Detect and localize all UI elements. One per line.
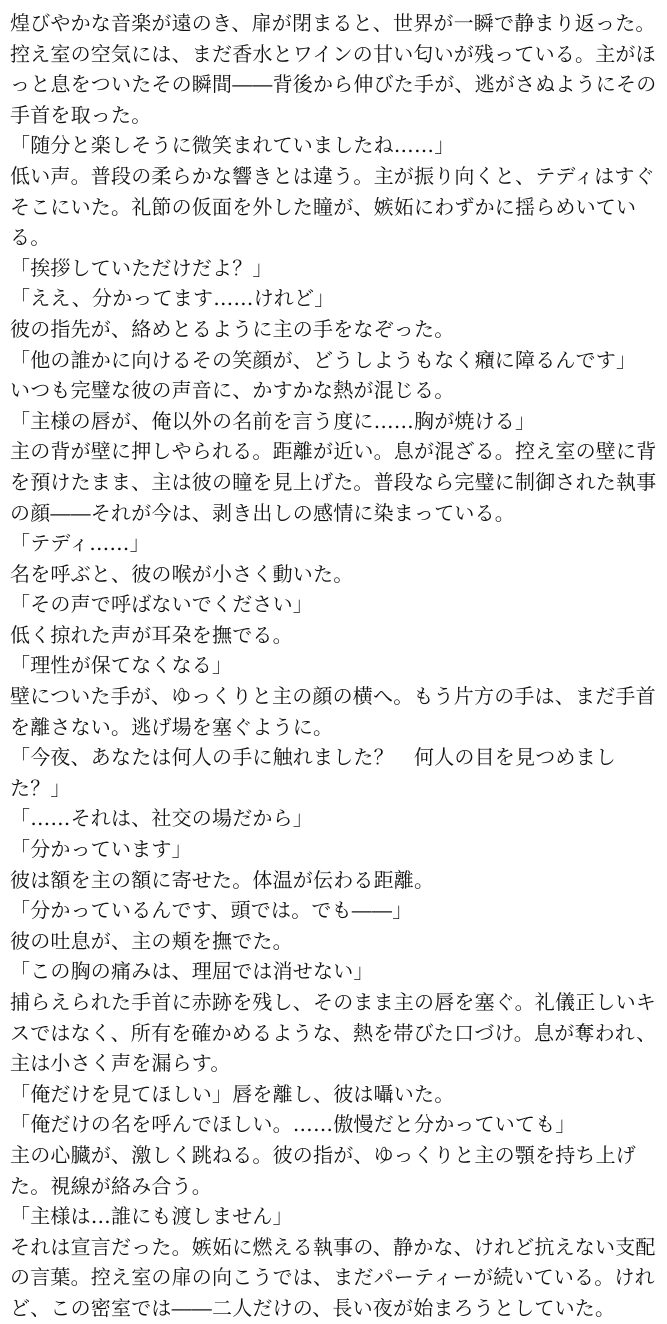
story-paragraph: 「分かっているんです、頭では。でも――」 [10, 898, 413, 923]
story-paragraph: 「その声で呼ばないでください」 [10, 592, 313, 617]
story-paragraph: 煌びやかな音楽が遠のき、扉が閉まると、世界が一瞬で静まり返った。控え室の空気には、まだ香水とワインの甘い匂いが残っている。主がほっと息をついたその瞬間――背後から伸びた手が、逃がさぬようにその手首を取った。 [10, 11, 657, 127]
story-paragraph: 「……それは、社交の場だから」 [10, 806, 313, 831]
story-paragraph: 名を呼ぶと、彼の喉が小さく動いた。 [10, 561, 354, 586]
story-paragraph: 「俺だけの名を呼んでほしい。……傲慢だと分かっていても」 [10, 1112, 576, 1137]
story-paragraph: 「理性が保てなくなる」 [10, 653, 233, 678]
story-paragraph: 「挨拶していただけだよ？」 [10, 255, 273, 280]
story-paragraph: 「主様は…誰にも渡しません」 [10, 1204, 293, 1229]
story-paragraph: 「今夜、あなたは何人の手に触れました？ 何人の目を見つめました？」 [10, 745, 616, 800]
story-paragraph: 「随分と楽しそうに微笑まれていましたね……」 [10, 133, 455, 158]
story-paragraph: 「他の誰かに向けるその笑顔が、どうしようもなく癪に障るんです」 [10, 347, 637, 372]
story-paragraph: 低い声。普段の柔らかな響きとは違う。主が振り向くと、テディはすぐそこにいた。礼節の仮面を外した瞳が、嫉妬にわずかに揺らめいている。 [10, 163, 655, 250]
story-paragraph: いつも完璧な彼の声音に、かすかな熱が混じる。 [10, 378, 455, 403]
story-paragraph: それは宣言だった。嫉妬に燃える執事の、静かな、けれど抗えない支配の言葉。控え室の扉の向こうでは、まだパーティーが続いている。けれど、この密室では――二人だけの、長い夜が始まろうとしていた。 [10, 1234, 656, 1320]
story-paragraph: 彼の吐息が、主の頬を撫でた。 [10, 928, 293, 953]
story-paragraph: 「主様の唇が、俺以外の名前を言う度に……胸が焼ける」 [10, 408, 536, 433]
story-paragraph: 主の背が壁に押しやられる。距離が近い。息が混ざる。控え室の壁に背を預けたまま、主は彼の瞳を見上げた。普段なら完璧に制御された執事の顔――それが今は、剥き出しの感情に染まっている。 [10, 439, 657, 525]
story-paragraph: 「ええ、分かってます……けれど」 [10, 286, 335, 311]
story-paragraph: 捕らえられた手首に赤跡を残し、そのまま主の唇を塞ぐ。礼儀正しいキスではなく、所有を確かめるような、熱を帯びた口づけ。息が奪われ、主は小さく声を漏らす。 [10, 990, 657, 1076]
story-paragraph: 彼は額を主の額に寄せた。体温が伝わる距離。 [10, 867, 435, 892]
story-paragraph: 「テディ……」 [10, 531, 150, 556]
story-paragraph: 「この胸の痛みは、理屈では消せない」 [10, 959, 374, 984]
story-paragraph: 壁についた手が、ゆっくりと主の顔の横へ。もう片方の手は、まだ手首を離さない。逃げ場を塞ぐように。 [10, 684, 656, 739]
story-paragraph: 「俺だけを見てほしい」唇を離し、彼は囁いた。 [10, 1081, 455, 1106]
story-paragraph: 低く掠れた声が耳朶を撫でる。 [10, 622, 293, 647]
story-paragraph: 主の心臓が、激しく跳ねる。彼の指が、ゆっくりと主の顎を持ち上げた。視線が絡み合う。 [10, 1142, 636, 1198]
story-paragraph: 「分かっています」 [10, 837, 192, 862]
story-paragraph: 彼の指先が、絡めとるように主の手をなぞった。 [10, 316, 455, 341]
